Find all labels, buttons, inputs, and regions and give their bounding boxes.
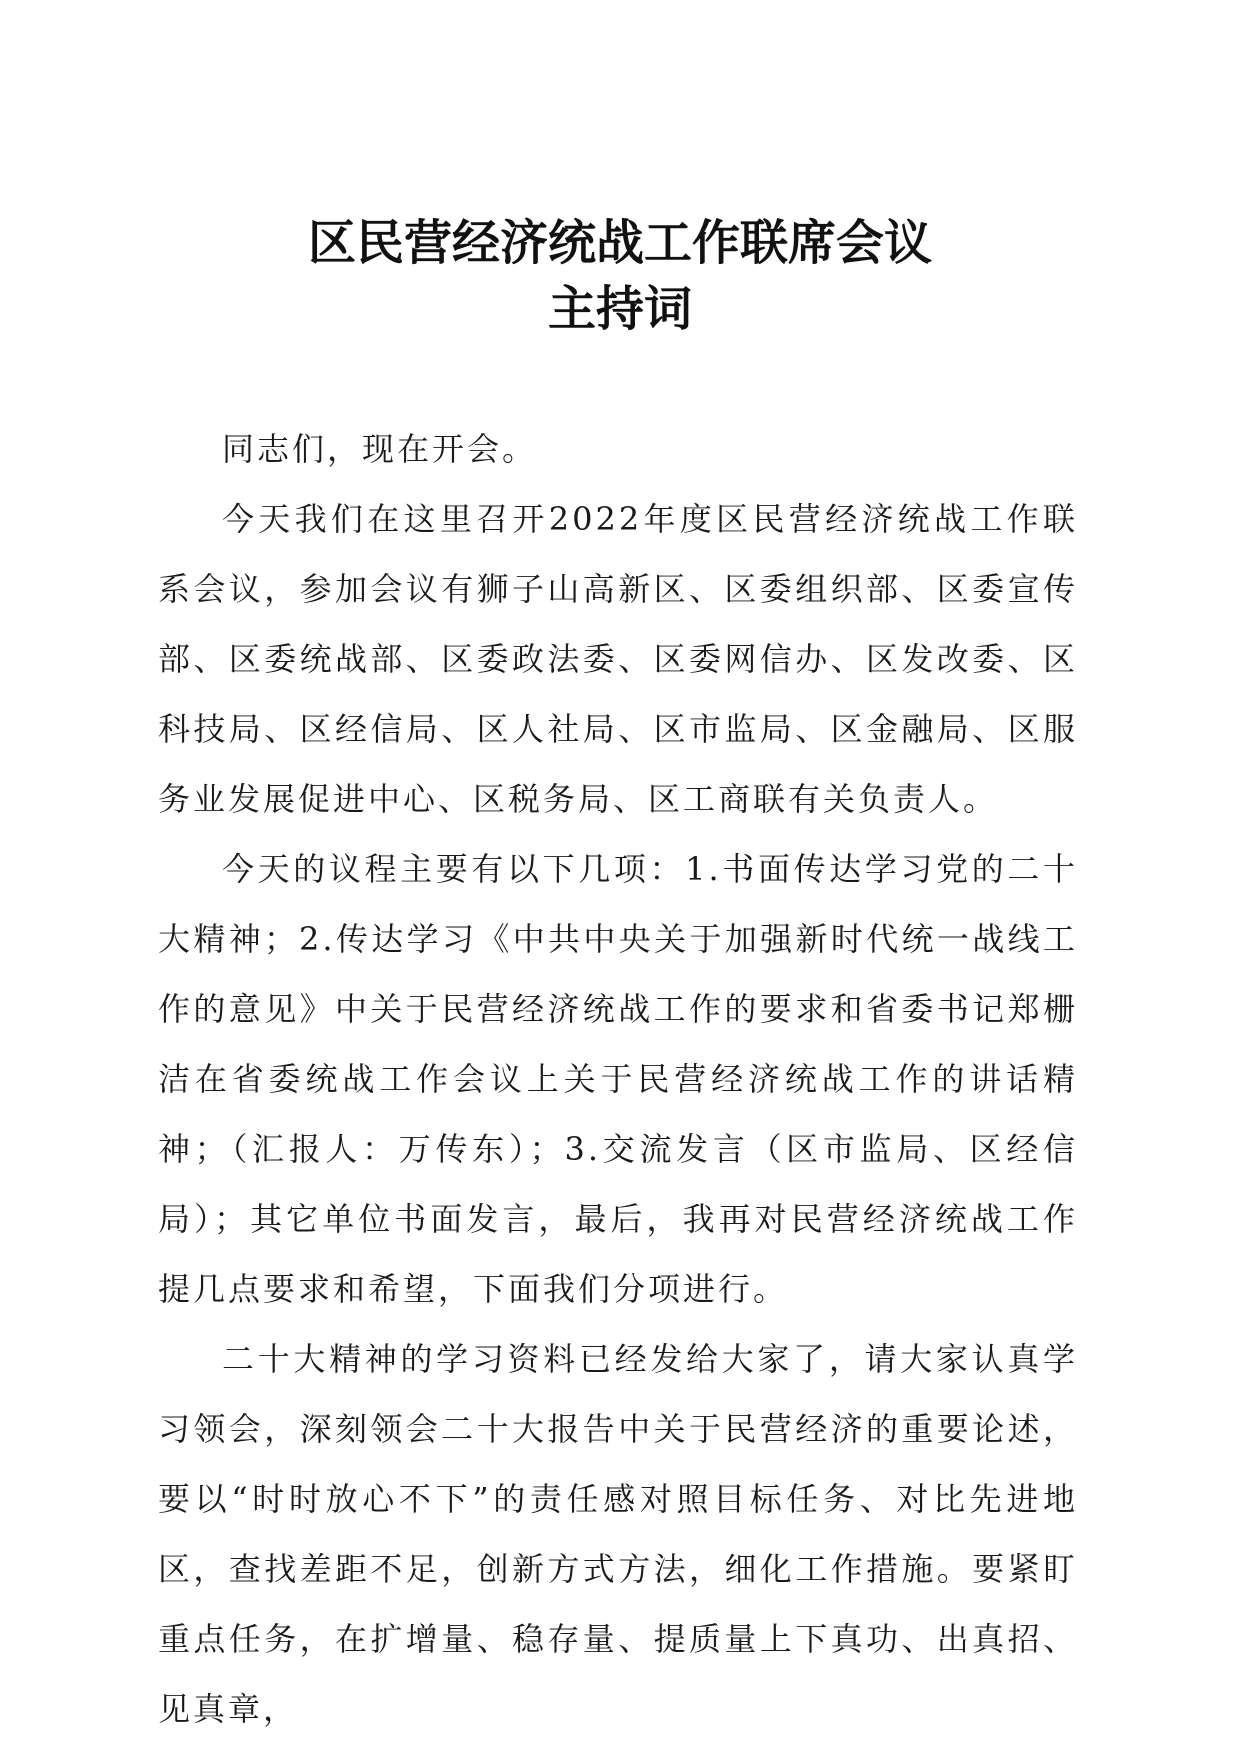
title-line-1: 区民营经济统战工作联席会议 <box>307 215 932 271</box>
document-title <box>0 210 1240 342</box>
title-line-2: 主持词 <box>547 281 692 337</box>
paragraph-opening: 同志们，现在开会。 <box>222 430 538 468</box>
paragraph-agenda: 今天的议程主要有以下几项：1.书面传达学习党的二十大精神；2.传达学习《中共中央关于加强新时代统一战线工作的意见》中关于民营经济统战工作的要求和省委书记郑栅洁在省委统战工作会议上关于民营经济统战工作的讲话精神；（汇报人：万传东）；3.交流发言（区市监局、区经信局）；其它单位书面发言，最后，我再对民营经济统战工作提几点要求和希望，下面我们分项进行。 <box>158 850 1078 1308</box>
document-body <box>158 414 1078 1744</box>
paragraph-study-requirements: 二十大精神的学习资料已经发给大家了，请大家认真学习领会，深刻领会二十大报告中关于民营经济的重要论述，要以“时时放心不下”的责任感对照目标任务、对比先进地区，查找差距不足，创新方式方法，细化工作措施。要紧盯重点任务，在扩增量、稳存量、提质量上下真功、出真招、见真章， <box>158 1340 1078 1728</box>
paragraph-attendees: 今天我们在这里召开2022年度区民营经济统战工作联系会议，参加会议有狮子山高新区、区委组织部、区委宣传部、区委统战部、区委政法委、区委网信办、区发改委、区科技局、区经信局、区人社局、区市监局、区金融局、区服务业发展促进中心、区税务局、区工商联有关负责人。 <box>158 500 1078 818</box>
